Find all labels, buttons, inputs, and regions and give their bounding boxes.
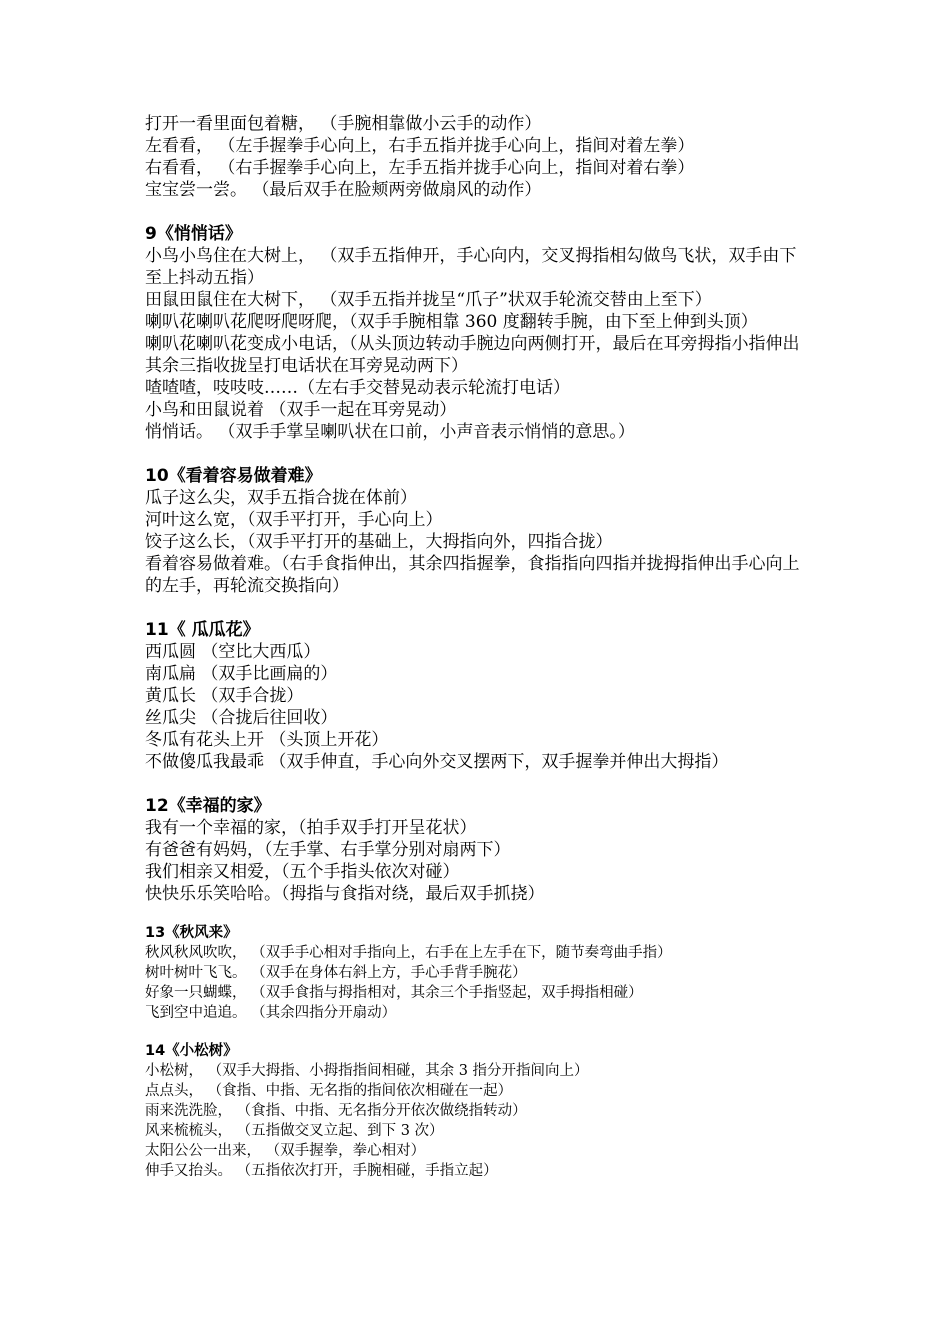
text-line: 快快乐乐笑哈哈。（拇指与食指对绕，最后双手抓挠） (145, 884, 545, 904)
section-title: 9《悄悄话》 (145, 224, 242, 244)
section-11 (145, 619, 805, 773)
text-line: 好象一只蝴蝶， （双手食指与拇指相对，其余三个手指竖起，双手拇指相碰） (145, 985, 643, 1001)
text-line: 冬瓜有花头上开 （头顶上开花） (145, 730, 389, 750)
text-line: 我们相亲又相爱，（五个手指头依次对碰） (145, 862, 460, 882)
section-10 (145, 465, 805, 597)
text-line: 有爸爸有妈妈，（左手掌、右手掌分别对扇两下） (145, 840, 511, 860)
text-line: 太阳公公一出来， （双手握拳，拳心相对） (145, 1143, 426, 1159)
text-line: 西瓜圆 （空比大西瓜） (145, 642, 321, 662)
text-line: 宝宝尝一尝。 （最后双手在脸颊两旁做扇风的动作） (145, 180, 542, 200)
text-line: 看着容易做着难。（右手食指伸出，其余四指握拳，食指指向四指并拢拇指伸出手心向上的左手，再轮流交换指向） (145, 554, 800, 596)
text-line: 小鸟小鸟住在大树上， （双手五指伸开，手心向内，交叉拇指相勾做鸟飞状，双手由下至上抖动五指） (145, 246, 797, 288)
text-line: 南瓜扁 （双手比画扁的） (145, 664, 338, 684)
text-line: 喇叭花喇叭花变成小电话，（从头顶边转动手腕边向两侧打开，最后在耳旁拇指小指伸出其余三指收拢呈打电话状在耳旁晃动两下） (145, 334, 800, 376)
section-13 (145, 923, 805, 1023)
intro-block (145, 113, 805, 201)
section-title: 10《看着容易做着难》 (145, 466, 322, 486)
text-line: 悄悄话。 （双手手掌呈喇叭状在口前，小声音表示悄悄的意思。） (145, 422, 635, 442)
document-page (145, 113, 805, 1181)
text-line: 饺子这么长，（双手平打开的基础上，大拇指向外，四指合拢） (145, 532, 613, 552)
text-line: 喳喳喳，吱吱吱……（左右手交替晃动表示轮流打电话） (145, 378, 570, 398)
text-line: 河叶这么宽，（双手平打开，手心向上） (145, 510, 443, 530)
section-title: 11《 瓜瓜花》 (145, 620, 260, 640)
text-line: 我有一个幸福的家，（拍手双手打开呈花状） (145, 818, 477, 838)
text-line: 黄瓜长 （双手合拢） (145, 686, 304, 706)
text-line: 喇叭花喇叭花爬呀爬呀爬，（双手手腕相靠 360 度翻转手腕，由下至上伸到头顶） (145, 312, 758, 332)
text-line: 打开一看里面包着糖， （手腕相靠做小云手的动作） (145, 114, 542, 134)
text-line: 小鸟和田鼠说着 （双手一起在耳旁晃动） (145, 400, 457, 420)
section-title: 12《幸福的家》 (145, 796, 271, 816)
text-line: 田鼠田鼠住在大树下， （双手五指并拢呈“爪子”状双手轮流交替由上至下） (145, 290, 712, 310)
section-9 (145, 223, 805, 443)
text-line: 点点头， （食指、中指、无名指的指间依次相碰在一起） (145, 1083, 513, 1099)
text-line: 不做傻瓜我最乖 （双手伸直，手心向外交叉摆两下，双手握拳并伸出大拇指） (145, 752, 729, 772)
text-line: 秋风秋风吹吹， （双手手心相对手指向上，右手在上左手在下，随节奏弯曲手指） (145, 945, 672, 961)
text-line: 丝瓜尖 （合拢后往回收） (145, 708, 338, 728)
text-line: 风来梳梳头， （五指做交叉立起、到下 3 次） (145, 1123, 444, 1139)
section-14 (145, 1041, 805, 1181)
text-line: 右看看， （右手握拳手心向上，左手五指并拢手心向上，指间对着右拳） (145, 158, 695, 178)
section-12 (145, 795, 805, 905)
text-line: 左看看， （左手握拳手心向上，右手五指并拢手心向上，指间对着左拳） (145, 136, 695, 156)
text-line: 伸手又抬头。 （五指依次打开，手腕相碰，手指立起） (145, 1163, 498, 1179)
text-line: 瓜子这么尖，双手五指合拢在体前） (145, 488, 417, 508)
text-line: 雨来洗洗脸， （食指、中指、无名指分开依次做绕指转动） (145, 1103, 527, 1119)
text-line: 树叶树叶飞飞。 （双手在身体右斜上方，手心手背手腕花） (145, 965, 527, 981)
section-title: 13《秋风来》 (145, 925, 238, 941)
section-title: 14《小松树》 (145, 1043, 238, 1059)
text-line: 小松树， （双手大拇指、小拇指指间相碰，其余 3 指分开指间向上） (145, 1063, 589, 1079)
text-line: 飞到空中追追。 （其余四指分开扇动） (145, 1005, 397, 1021)
